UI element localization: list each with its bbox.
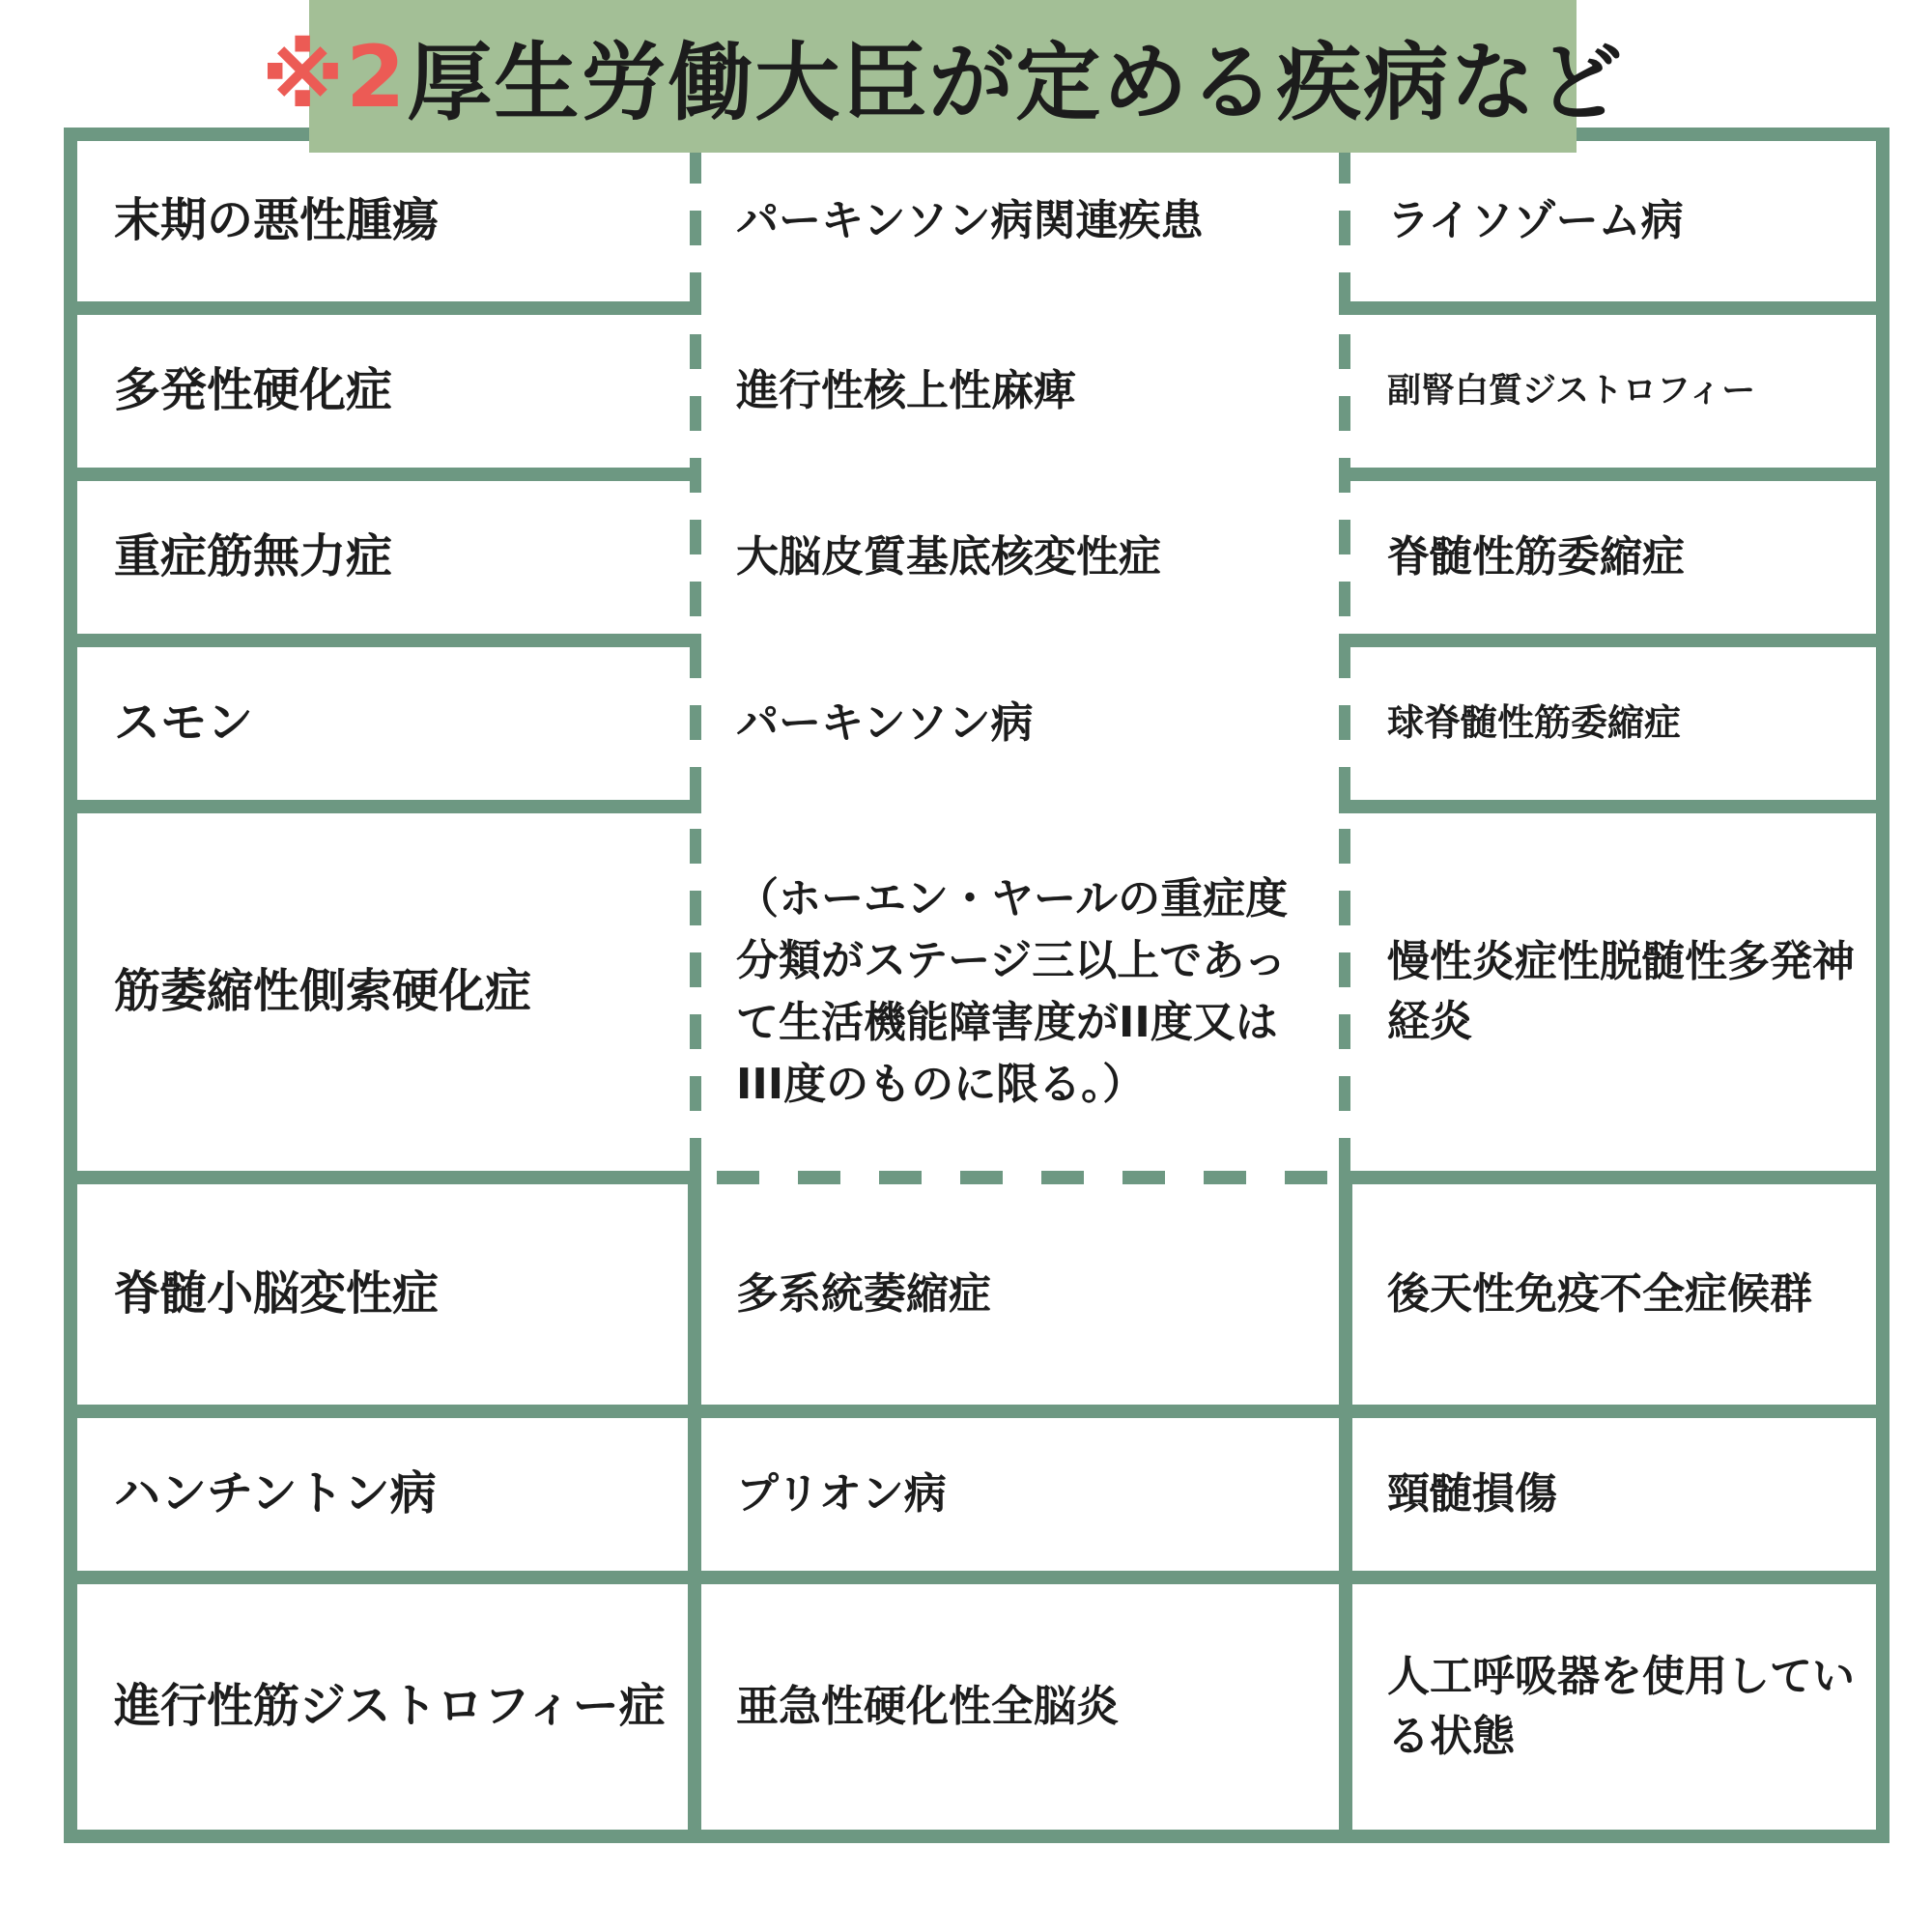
row-divider-5-right [1339,1171,1889,1184]
col-divider-1-dashed [690,149,701,1177]
row-divider-5-dashed [717,1171,1327,1184]
row-divider-1-left [64,301,701,315]
row-divider-3-right [1339,634,1889,647]
table-cell: 重症筋無力症 [114,529,393,584]
row-divider-2-left [64,468,701,481]
row-divider-1-right [1339,301,1889,315]
page-title: 厚生労働大臣が定める疾病など [407,33,1625,132]
frame-right [1876,128,1889,1843]
parkinson-note: （ホーエン・ヤールの重症度分類がステージ三以上であって生活機能障害度がII度又はIII度のものに限る。） [736,874,1289,1109]
table-cell: 球脊髄性筋委縮症 [1387,701,1682,745]
row-divider-7 [64,1571,1889,1584]
title-mark: ※2 [261,26,408,127]
table-cell: パーキンソン病関連疾患 [736,196,1204,246]
table-cell: プリオン病 [736,1469,947,1520]
col-divider-2-dashed [1339,149,1350,1177]
table-cell: ライソゾーム病 [1387,196,1684,246]
table-cell: 慢性炎症性脱髄性多発神経炎 [1387,937,1855,1046]
table-cell: 進行性核上性麻痺 [736,366,1076,416]
frame-bottom [64,1830,1889,1843]
table-cell: スモン [114,696,254,751]
row-divider-2-right [1339,468,1889,481]
title-banner [261,0,1625,153]
table-cell: ハンチントン病 [114,1466,437,1521]
col-divider-2-solid [1339,1171,1352,1843]
table-cell: 頸髄損傷 [1387,1469,1557,1520]
table-cell: 亜急性硬化性全脳炎 [736,1682,1119,1732]
table-cell: 筋萎縮性側索硬化症 [114,964,532,1019]
table-cell: 多系統萎縮症 [736,1269,991,1320]
table-cell: 大脳皮質基底核変性症 [736,532,1161,582]
table-cell: 多発性硬化症 [114,363,393,418]
table-cell: パーキンソン病 [736,698,1034,749]
table-cell: 脊髄小脳変性症 [114,1266,440,1321]
row-divider-6 [64,1405,1889,1418]
row-divider-3-left [64,634,701,647]
row-divider-4-right [1339,800,1889,813]
table-cell: 脊髄性筋委縮症 [1387,532,1685,582]
col-divider-1-solid [688,1171,701,1843]
row-divider-5-left [64,1171,701,1184]
table-cell: 人工呼吸器を使用している状態 [1387,1652,1855,1761]
table-cell: 副腎白質ジストロフィー [1387,371,1756,411]
table-cell: 進行性筋ジストロフィー症 [114,1679,666,1734]
table-cell: 後天性免疫不全症候群 [1387,1269,1812,1320]
table-cell: 末期の悪性腫瘍 [114,193,440,248]
row-divider-4-left [64,800,701,813]
frame-left [64,128,77,1843]
